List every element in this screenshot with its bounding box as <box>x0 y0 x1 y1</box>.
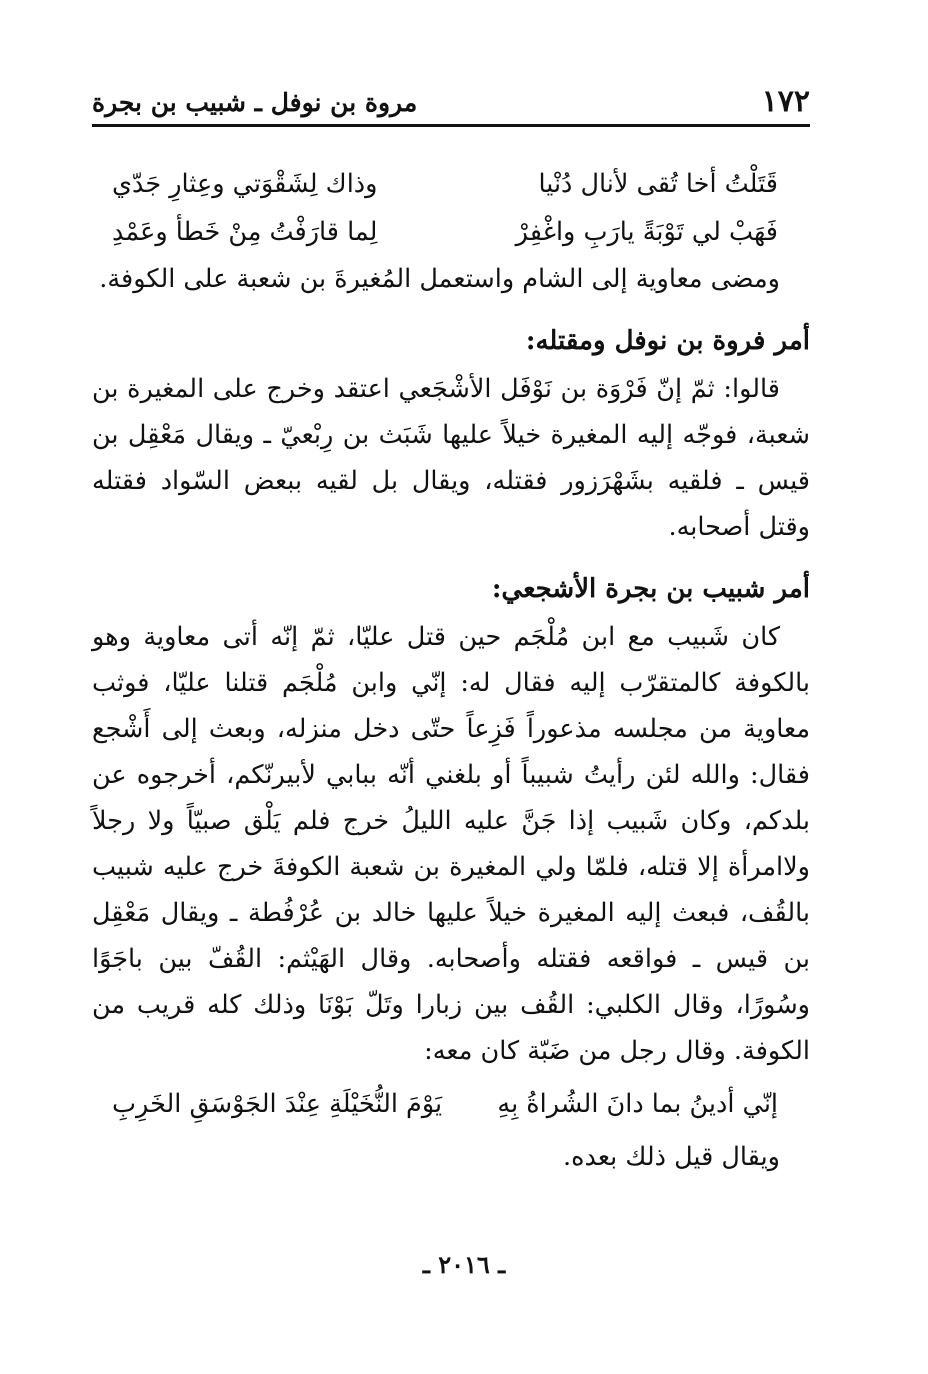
verse-2-first-hemistich: فَهَبْ لي تَوْبَةً يارَبِ واغْفِرْ <box>515 217 778 247</box>
verse-1-second-hemistich: وذاك لِشَقْوَتي وعِثارِ جَدّي <box>112 169 378 199</box>
verse-1-first-hemistich: قَتَلْتُ أخا تُقى لأنال دُنْيا <box>538 169 778 199</box>
verse-line-3 <box>112 1080 778 1128</box>
verse-3-second-hemistich: يَوْمَ النُّخَيْلَةِ عِنْدَ الجَوْسَقِ الخَرِبِ <box>112 1089 443 1119</box>
paragraph-muawiya: ومضى معاوية إلى الشام واستعمل المُغيرةَ بن شعبة على الكوفة. <box>99 264 780 294</box>
header-rule <box>92 124 810 127</box>
heading-shabib: أمر شبيب بن بجرة الأشجعي: <box>491 574 810 604</box>
page-number: ١٧٢ <box>761 84 810 119</box>
running-title: مروة بن نوفل ـ شبيب بن بجرة <box>92 88 418 117</box>
paragraph-closing: ويقال قيل ذلك بعده. <box>563 1142 780 1172</box>
paragraph-shabib: كان شَبيب مع ابن مُلْجَم حين قتل عليّا، ثمّ إنّه أتى معاوية وهو بالكوفة كالمتقرّب إليه فقال له: إنّي وابن مُلْجَم قتلنا عليّا، فوثب معاوية من مجلسه مذعوراً فَزِعاً حتّى دخل منزله، وبعث إلى أَشْجع فقال: والله لئن رأيتُ شبيباً أو بلغني أنّه ببابي لأبيرنّكم، أخرجوه عن بلدكم، وكان شَبيب إذا جَنَّ عليه الليلُ خرج فلم يَلْق صبيّاً ولا رجلاً ولاامرأة إلا قتله، فلمّا ولي المغيرة بن شعبة الكوفةَ خرج عليه شبيب بالقُف، فبعث إليه المغيرة خيلاً عليها خالد بن عُرْفُطة ـ ويقال مَعْقِل بن قيس ـ فواقعه فقتله وأصحابه. وقال الهَيْثم: القُفّ بين باجَوًا وسُورًا، وقال الكلبي: القُف بين زبارا وتَلّ بَوْنَا وذلك كله قريب من الكوفة. وقال رجل من ضَبّة كان معه: <box>92 622 810 1066</box>
verse-line-2 <box>112 208 778 256</box>
running-head <box>92 84 810 124</box>
verse-line-1 <box>112 160 778 208</box>
heading-farwa: أمر فروة بن نوفل ومقتله: <box>525 326 810 356</box>
verse-3-first-hemistich: إنّي أدينُ بما دانَ الشُراةُ بِهِ <box>497 1089 778 1119</box>
paragraph-farwa: قالوا: ثمّ إنّ فَرْوَة بن نَوْفَل الأشْجَعي اعتقد وخرج على المغيرة بن شعبة، فوجّه إليه المغيرة خيلاً عليها شَبَث بن رِبْعيّ ـ ويقال مَعْقِل بن قيس ـ فلقيه بشَهْرَزور فقتله، ويقال بل لقيه ببعض السّواد فقتله وقتل أصحابه. <box>92 374 810 542</box>
footer-page-number: ـ ٢٠١٦ ـ <box>422 1250 506 1279</box>
text-body <box>92 160 810 1180</box>
verse-2-second-hemistich: لِما قارَفْتُ مِنْ خَطأ وعَمْدِ <box>112 217 378 247</box>
